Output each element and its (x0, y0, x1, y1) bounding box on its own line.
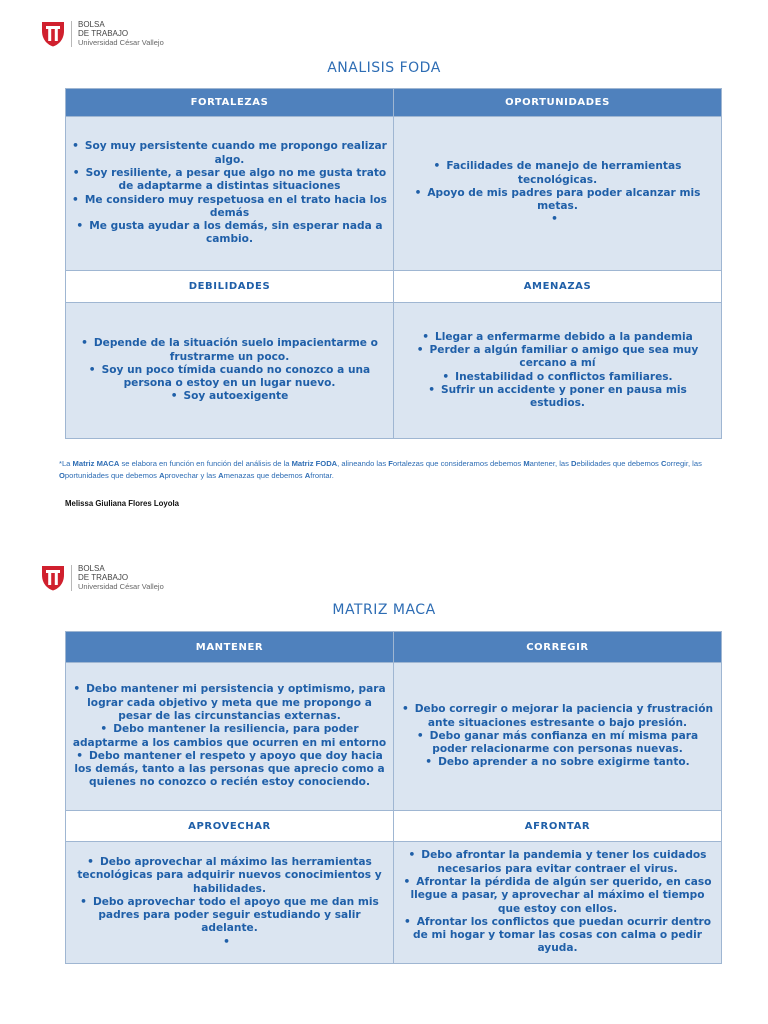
note-text: frontar. (310, 471, 334, 480)
logo-line-3: Universidad César Vallejo (78, 582, 164, 591)
cell-fortalezas (66, 117, 394, 271)
cell-aprovechar (66, 842, 394, 964)
note-text: ebilidades que debemos (576, 459, 661, 468)
logo-divider (71, 21, 72, 47)
foda-table (65, 88, 722, 439)
note-bold: Matriz MACA (72, 459, 120, 468)
list-item: • Inestabilidad o conflictos familiares. (400, 371, 715, 384)
note-bold: F (388, 459, 393, 468)
list-item: • Perder a algún familiar o amigo que sea muy cercano a mí (400, 344, 715, 371)
header-oportunidades: OPORTUNIDADES (394, 89, 722, 117)
note-text: ortalezas que consideramos debemos (392, 459, 524, 468)
note-text: provechar y las (164, 471, 219, 480)
header-fortalezas: FORTALEZAS (66, 89, 394, 117)
list-item: • Llegar a enfermarme debido a la pandemia (400, 331, 715, 344)
ucv-emblem-icon (41, 565, 65, 591)
list-item: • Me gusta ayudar a los demás, sin esperar nada a cambio. (72, 220, 387, 247)
logo-line-3: Universidad César Vallejo (78, 38, 164, 47)
logo-text (78, 20, 164, 47)
logo-divider (71, 565, 72, 591)
logo-line-1: BOLSA (78, 20, 105, 29)
logo-line-1: BOLSA (78, 564, 105, 573)
cell-amenazas (394, 303, 722, 439)
list-mantener (72, 683, 387, 789)
maca-title: MATRIZ MACA (332, 602, 436, 618)
list-item: • Soy autoexigente (72, 390, 387, 403)
header-amenazas: AMENAZAS (394, 271, 722, 303)
list-item: • Debo corregir o mejorar la paciencia y frustración ante situaciones estresante o bajo presión. (400, 703, 715, 730)
note-text: se elabora en función en función del análisis de la (119, 459, 292, 468)
logo-text (78, 564, 164, 591)
note-bold: O (59, 471, 65, 480)
list-item: • Sufrir un accidente y poner en pausa mis estudios. (400, 384, 715, 411)
list-item: • Debo aprender a no sobre exigirme tanto. (400, 756, 715, 769)
header-corregir: CORREGIR (394, 632, 722, 663)
note-bold: A (218, 471, 224, 480)
list-item: • Debo mantener el respeto y apoyo que doy hacia los demás, tanto a las personas que aprecio como a quienes no conozco o recién estoy conociendo. (72, 750, 387, 790)
list-item: • Debo mantener la resiliencia, para poder adaptarme a los cambios que ocurren en mi entorno (72, 723, 387, 750)
list-item: • Debo mantener mi persistencia y optimismo, para lograr cada objetivo y meta que me propongo a pesar de las circunstancias externas. (72, 683, 387, 723)
list-item: • Soy muy persistente cuando me propongo realizar algo. (72, 140, 387, 167)
list-item: • Depende de la situación suelo impacientarme o frustrarme un poco. (72, 337, 387, 364)
ucv-emblem-icon (41, 21, 65, 47)
maca-table (65, 631, 722, 964)
logo-line-2: DE TRABAJO (78, 29, 129, 38)
note-text: orregir, las (666, 459, 702, 468)
note-bold: C (660, 459, 667, 468)
list-item: • Me considero muy respetuosa en el trato hacia los demás (72, 194, 387, 221)
note-bold: A (304, 471, 311, 480)
list-item: • Afrontar la pérdida de algún ser querido, en caso llegue a pasar, y aprovechar al máximo el tiempo que estoy con ellos. (400, 876, 715, 916)
list-aprovechar (72, 856, 387, 949)
header-aprovechar: APROVECHAR (66, 811, 394, 842)
note-text: portunidades que debemos (64, 471, 160, 480)
note-bold: Matriz FODA (291, 459, 338, 468)
cell-afrontar (394, 842, 722, 964)
list-item (400, 213, 715, 226)
list-oportunidades (400, 160, 715, 226)
note-text: antener, las (529, 459, 572, 468)
note-text: menazas que debemos (223, 471, 305, 480)
university-logo (41, 20, 164, 47)
cell-mantener (66, 663, 394, 811)
cell-debilidades (66, 303, 394, 439)
logo-line-2: DE TRABAJO (78, 573, 129, 582)
list-item: • Soy resiliente, a pesar que algo no me gusta trato de adaptarme a distintas situaciones (72, 167, 387, 194)
list-debilidades (72, 337, 387, 403)
header-debilidades: DEBILIDADES (66, 271, 394, 303)
header-afrontar: AFRONTAR (394, 811, 722, 842)
list-amenazas (400, 331, 715, 411)
note-text: *La (59, 459, 73, 468)
note-bold: M (523, 459, 530, 468)
note-text: , alineando las (337, 459, 389, 468)
list-item: • Afrontar los conflictos que puedan ocurrir dentro de mi hogar y tomar las cosas con calma o pedir ayuda. (400, 916, 715, 956)
note-bold: D (571, 459, 577, 468)
cell-oportunidades (394, 117, 722, 271)
list-item: • Debo afrontar la pandemia y tener los cuidados necesarios para evitar contraer el virus. (400, 849, 715, 876)
header-mantener: MANTENER (66, 632, 394, 663)
list-item: • Apoyo de mis padres para poder alcanzar mis metas. (400, 187, 715, 214)
maca-footnote (59, 458, 709, 482)
list-item: • Debo aprovechar todo el apoyo que me dan mis padres para poder seguir estudiando y salir adelante. (72, 896, 387, 936)
list-item (72, 936, 387, 949)
note-bold: A (159, 471, 165, 480)
list-item: • Soy un poco tímida cuando no conozco a una persona o estoy en un lugar nuevo. (72, 364, 387, 391)
university-logo (41, 564, 164, 591)
foda-title: ANALISIS FODA (327, 60, 441, 76)
cell-corregir (394, 663, 722, 811)
list-item: • Facilidades de manejo de herramientas tecnológicas. (400, 160, 715, 187)
list-item: • Debo ganar más confianza en mí misma para poder relacionarme con personas nuevas. (400, 730, 715, 757)
list-fortalezas (72, 140, 387, 246)
list-corregir (400, 703, 715, 769)
list-item: • Debo aprovechar al máximo las herramientas tecnológicas para adquirir nuevos conocimientos y habilidades. (72, 856, 387, 896)
list-afrontar (400, 849, 715, 955)
author-name: Melissa Giuliana Flores Loyola (65, 499, 179, 508)
